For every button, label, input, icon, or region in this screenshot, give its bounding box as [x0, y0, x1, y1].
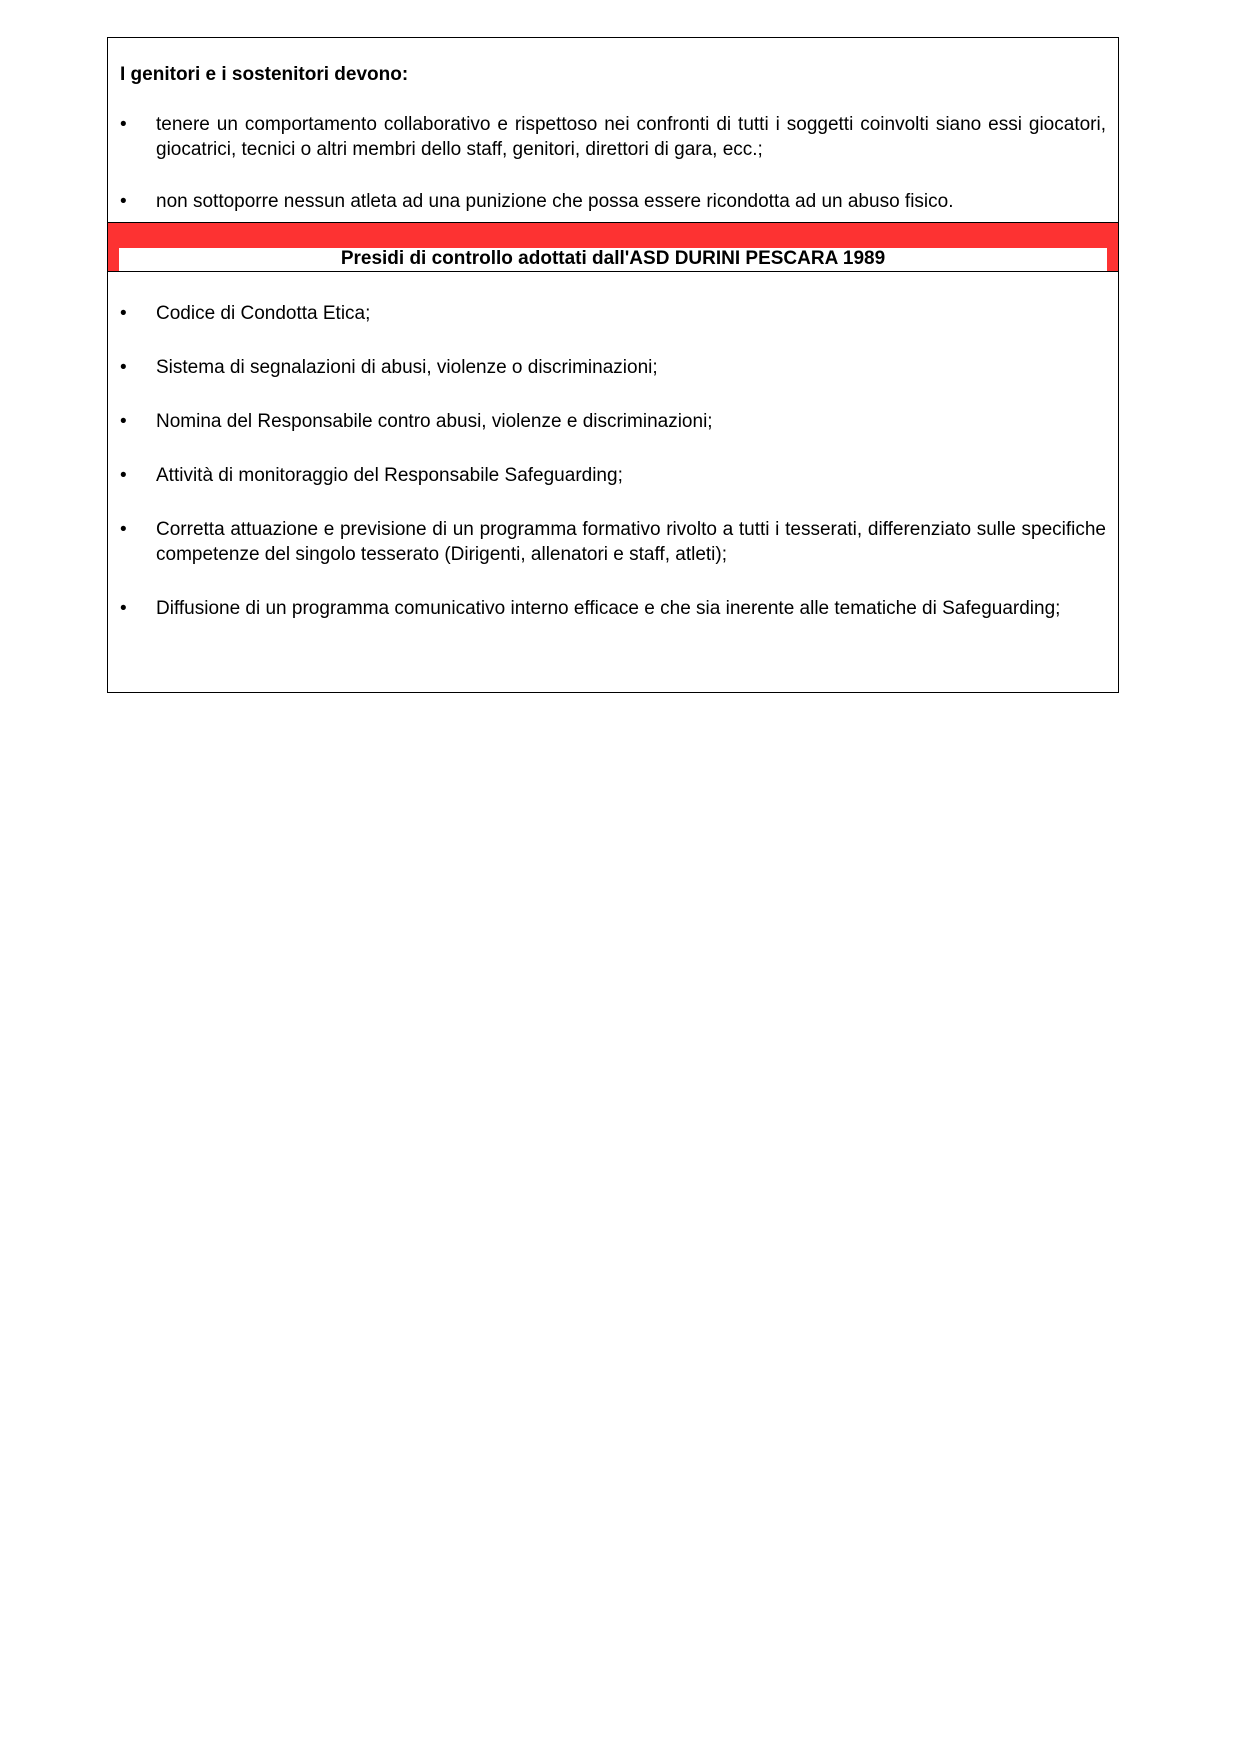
list-item: [120, 596, 1106, 621]
bullet-icon: •: [120, 598, 127, 619]
controls-section: [107, 271, 1119, 693]
list-item: [120, 463, 1106, 488]
list-item-text: Nomina del Responsabile contro abusi, violenze e discriminazioni;: [156, 411, 713, 432]
section-title-box: [119, 248, 1107, 271]
list-item-text: Sistema di segnalazioni di abusi, violenze o discriminazioni;: [156, 357, 658, 378]
list-item: [120, 301, 1106, 326]
list-item-text: Attività di monitoraggio del Responsabile Safeguarding;: [156, 465, 623, 486]
bullet-icon: •: [120, 191, 127, 212]
list-item: [120, 409, 1106, 434]
document-table: [107, 37, 1119, 693]
bullet-icon: •: [120, 357, 127, 378]
list-item: [120, 517, 1106, 567]
list-item-text: Codice di Condotta Etica;: [156, 303, 371, 324]
controls-list: [120, 301, 1106, 621]
list-item-text: tenere un comportamento collaborativo e rispettoso nei confronti di tutti i soggetti coinvolti siano essi giocatori, giocatrici, tecnici o altri membri dello staff, genitori, direttori di gara, ecc.;: [156, 114, 1106, 160]
bullet-icon: •: [120, 114, 127, 135]
list-item-text: non sottoporre nessun atleta ad una punizione che possa essere ricondotta ad un abuso fisico.: [156, 191, 954, 212]
list-item-text: Corretta attuazione e previsione di un programma formativo rivolto a tutti i tesserati, differenziato sulle specifiche competenze del singolo tesserato (Dirigenti, allenatori e staff, atleti);: [156, 519, 1106, 565]
parents-section: [107, 37, 1119, 222]
bullet-icon: •: [120, 303, 127, 324]
list-item: [120, 355, 1106, 380]
list-item: [120, 189, 1106, 214]
bullet-icon: •: [120, 411, 127, 432]
parents-heading: I genitori e i sostenitori devono:: [120, 64, 409, 85]
list-item-text: Diffusione di un programma comunicativo interno efficace e che sia inerente alle tematiche di Safeguarding;: [156, 598, 1061, 619]
parents-list: [120, 112, 1106, 214]
list-item: [120, 112, 1106, 162]
controls-title: Presidi di controllo adottati dall'ASD DURINI PESCARA 1989: [340, 248, 886, 269]
bullet-icon: •: [120, 519, 127, 540]
section-title-band: [107, 222, 1119, 271]
bullet-icon: •: [120, 465, 127, 486]
